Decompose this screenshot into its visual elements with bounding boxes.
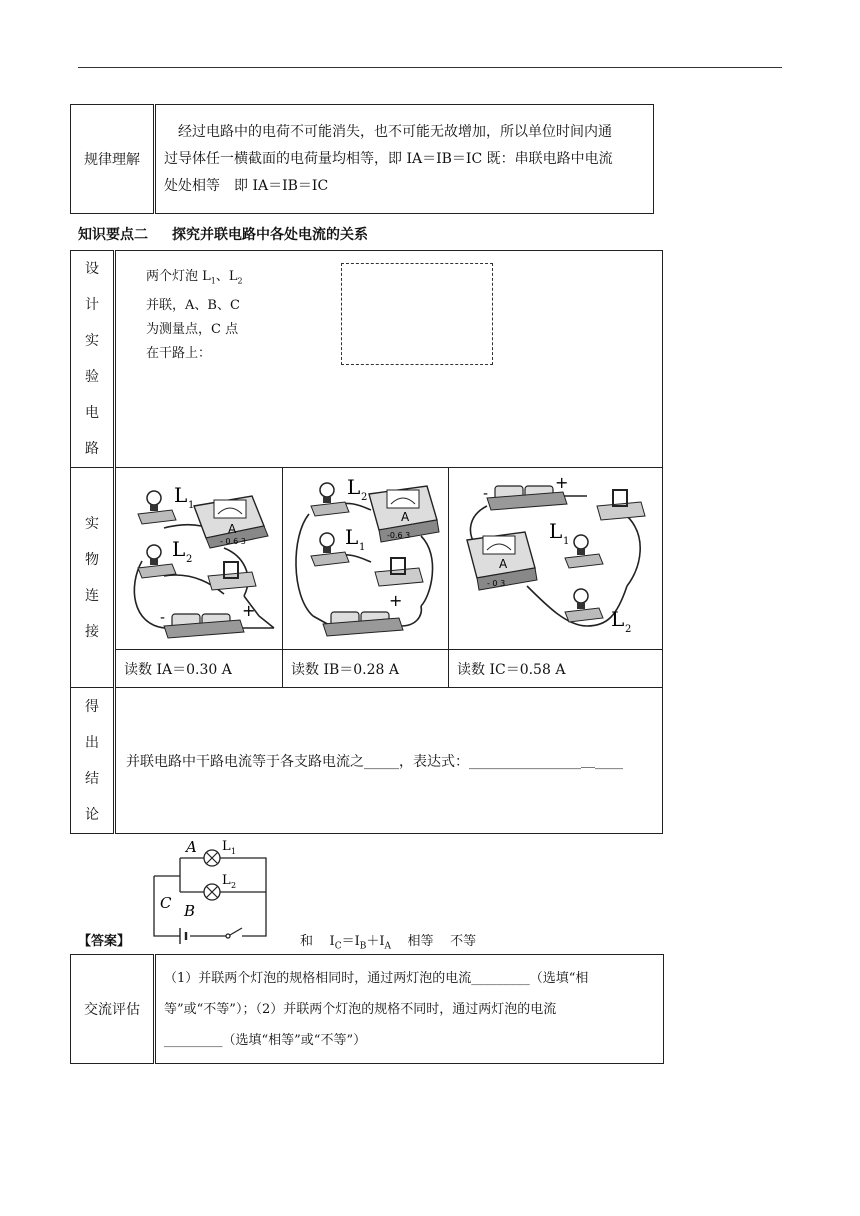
switch-icon — [208, 562, 256, 590]
bulb-icon — [565, 589, 603, 622]
design-cell — [115, 251, 663, 468]
circuit-drawing-box[interactable] — [341, 263, 493, 365]
experiment-table — [70, 250, 663, 834]
circuit-illustration-c — [457, 476, 657, 642]
l1-sub: 1 — [563, 536, 570, 547]
lamp-l1-sub: 1 — [231, 847, 237, 856]
ammeter-scale: - 0.6 3 — [220, 537, 246, 546]
evaluation-text[interactable] — [155, 955, 664, 1064]
rule-line-1: 经过电路中的电荷不可能消失，也不可能无故增加，所以单位时间内通 — [164, 123, 612, 140]
lamp-icon — [204, 884, 220, 900]
connection-label-char: 物 — [85, 551, 99, 568]
plus-label: + — [389, 591, 403, 610]
lamp-l2-sub: 2 — [231, 881, 237, 890]
evaluation-table — [70, 954, 664, 1064]
design-line-1: 两个灯泡 $L_1$、$L_2$ — [146, 269, 243, 286]
switch-icon — [597, 490, 645, 520]
l2-sub: 2 — [186, 554, 193, 565]
circuit-illustration-b — [291, 476, 441, 642]
answer-equal: 相等 — [407, 934, 434, 949]
answer-and: 和 — [300, 934, 314, 949]
l2-sub: 2 — [361, 492, 368, 503]
plus-label: + — [242, 601, 256, 620]
design-label — [71, 251, 115, 468]
rule-understanding-table — [70, 104, 654, 214]
header-rule — [78, 67, 782, 68]
minus-label: - — [483, 486, 489, 502]
bulb-icon — [311, 533, 349, 566]
evaluation-line-2: 等”或“不等”）；（2）并联两个灯泡的规格不同时，通过两灯泡的电流 — [164, 1001, 557, 1017]
section-title: 探究并联电路中各处电流的关系 — [172, 227, 368, 243]
point-a-label: A — [186, 838, 197, 856]
conclusion-label-char: 得 — [85, 698, 99, 715]
design-description — [146, 265, 243, 366]
design-line-4: 在干路上： — [146, 345, 212, 361]
rule-understanding-text — [155, 105, 654, 214]
battery-icon — [323, 612, 403, 636]
design-label-char: 验 — [85, 369, 99, 385]
connection-label-char: 接 — [85, 623, 99, 640]
l2-label: L — [611, 607, 625, 631]
design-label-char: 实 — [85, 333, 99, 349]
point-c-label: C — [160, 894, 172, 912]
l1-label: L — [549, 519, 563, 543]
switch-symbol-icon — [226, 928, 242, 938]
bulb-icon — [138, 545, 176, 578]
conclusion-label-char: 论 — [85, 806, 99, 823]
evaluation-line-3: _________（选填“相等”或“不等”） — [164, 1032, 367, 1048]
reading-ic: 读数 IC＝0.58 A — [449, 650, 663, 688]
connection-photo-c — [449, 468, 663, 650]
circuit-illustration-a — [124, 476, 276, 642]
ammeter-scale: - 0 3 — [487, 579, 506, 588]
minus-label: - — [160, 610, 166, 626]
conclusion-label-char: 结 — [85, 770, 99, 787]
rule-line-2: 过导体任一横截面的电荷量均相等，即 IA＝IB＝IC 既：串联电路中电流 — [164, 150, 613, 167]
evaluation-line-1: （1）并联两个灯泡的规格相同时，通过两灯泡的电流_________（选填“相 — [164, 970, 589, 986]
answer-formula: $I_C=I_B+I_A$ — [329, 934, 391, 952]
ammeter-label: A — [401, 510, 410, 524]
section-number: 知识要点二 — [78, 227, 148, 243]
conclusion-text[interactable]: 并联电路中干路电流等于各支路电流之_____，表达式：________________＿____ — [115, 688, 663, 834]
l1-label: L — [174, 483, 188, 507]
l2-label: L — [172, 537, 186, 561]
l1-sub: 1 — [188, 500, 195, 511]
design-label-char: 路 — [85, 441, 99, 457]
ammeter-label: A — [228, 522, 237, 536]
answer-label: 【答案】 — [78, 934, 131, 949]
l2-label: L — [347, 476, 361, 499]
conclusion-label-char: 出 — [85, 734, 99, 751]
lamp-l1-label: L — [222, 839, 231, 854]
rule-understanding-label: 规律理解 — [71, 105, 155, 214]
battery-icon — [164, 614, 244, 638]
design-label-char: 设 — [85, 261, 99, 277]
connection-label — [71, 468, 115, 688]
rule-line-3: 处处相等 即 IA＝IB＝IC — [164, 177, 329, 194]
l2-sub: 2 — [625, 624, 632, 635]
bulb-icon — [565, 535, 603, 568]
reading-ib: 读数 IB＝0.28 A — [283, 650, 449, 688]
answer-unequal: 不等 — [450, 934, 477, 949]
connection-label-char: 连 — [85, 587, 99, 604]
evaluation-label: 交流评估 — [71, 955, 155, 1064]
design-label-char: 电 — [85, 405, 99, 421]
bulb-icon — [138, 491, 176, 524]
lamp-l2-label: L — [222, 873, 231, 888]
plus-label: + — [555, 476, 569, 492]
ammeter-label: A — [499, 557, 508, 571]
design-label-char: 计 — [85, 297, 99, 313]
design-line-3: 为测量点，C 点 — [146, 321, 239, 337]
switch-icon — [375, 558, 423, 586]
lamp-icon — [204, 850, 220, 866]
bulb-icon — [311, 483, 349, 516]
conclusion-label — [71, 688, 115, 834]
design-line-2: 并联，A、B、C — [146, 297, 240, 313]
l1-label: L — [345, 525, 359, 549]
connection-photo-a — [115, 468, 283, 650]
answer-text — [300, 930, 476, 952]
reading-ia: 读数 IA＝0.30 A — [115, 650, 283, 688]
answer-circuit-diagram — [150, 836, 274, 946]
l1-sub: 1 — [359, 542, 366, 553]
connection-label-char: 实 — [85, 515, 99, 532]
point-b-label: B — [184, 902, 196, 920]
battery-symbol-icon — [180, 928, 186, 944]
connection-photo-b — [283, 468, 449, 650]
ammeter-scale: -0.6 3 — [387, 531, 411, 540]
section-heading — [78, 224, 368, 244]
